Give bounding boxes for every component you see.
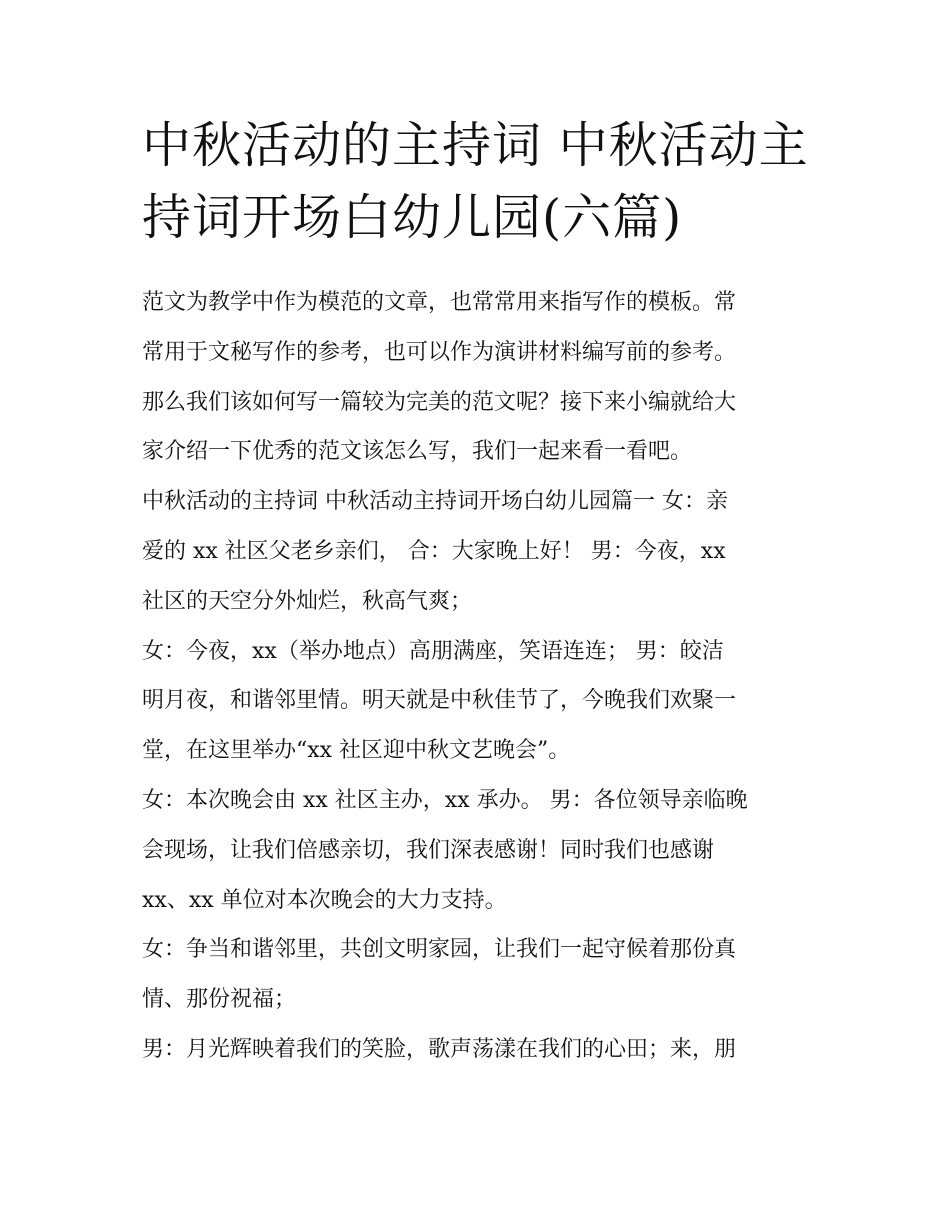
text-line: 家介绍一下优秀的范文该怎么写，我们一起来看一看吧。 (142, 439, 693, 465)
text-line: 中秋活动的主持词 中秋活动主持词开场白幼儿园篇一 女：亲 (142, 489, 728, 515)
text-line: 那么我们该如何写一篇较为完美的范文呢？接下来小编就给大 (142, 389, 737, 415)
text-line: xx、xx 单位对本次晚会的大力支持。 (142, 887, 507, 913)
title-line: 持词开场白幼儿园(六篇) (142, 189, 683, 246)
text-line: 明月夜，和谐邻里情。明天就是中秋佳节了，今晚我们欢聚一 (142, 688, 737, 714)
title-line: 中秋活动的主持词 中秋活动主 (142, 117, 809, 174)
text-line: 男：月光辉映着我们的笑脸，歌声荡漾在我们的心田；来，朋 (142, 1036, 737, 1062)
text-line: 女：争当和谐邻里，共创文明家园，让我们一起守候着那份真 (142, 937, 737, 963)
text-line: 女：本次晚会由 xx 社区主办，xx 承办。 男：各位领导亲临晚 (142, 787, 748, 813)
text-line: 范文为教学中作为模范的文章，也常常用来指写作的模板。常 (142, 290, 737, 315)
text-line: 女：今夜，xx（举办地点）高朋满座，笑语连连； 男：皎洁 (142, 638, 724, 664)
text-line: 社区的天空分外灿烂，秋高气爽； (142, 588, 473, 614)
text-line: 爱的 xx 社区父老乡亲们， 合：大家晚上好！ 男：今夜，xx (142, 538, 726, 564)
document-title (142, 110, 822, 254)
text-line: 常用于文秘写作的参考，也可以作为演讲材料编写前的参考。 (142, 339, 737, 365)
text-line: 堂，在这里举办“xx 社区迎中秋文艺晚会”。 (142, 738, 571, 764)
document-body (142, 278, 822, 1075)
text-line: 情、那份祝福； (142, 987, 297, 1013)
text-line: 会现场，让我们倍感亲切，我们深表感谢！同时我们也感谢 (142, 837, 715, 863)
